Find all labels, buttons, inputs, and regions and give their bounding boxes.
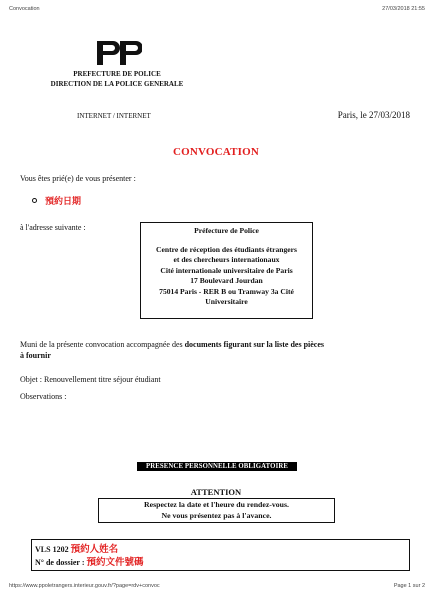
address-org: Préfecture de Police	[194, 226, 259, 235]
attention-line: Respectez la date et l'heure du rendez-vous.	[143, 500, 289, 509]
print-header-datetime: 27/03/2018 21:55	[382, 6, 425, 12]
observations-label: Observations :	[20, 392, 67, 401]
documents-instruction-text: Muni de la présente convocation accompagnée des	[20, 340, 185, 349]
address-box	[140, 222, 313, 319]
direction-name: DIRECTION DE LA POLICE GENERALE	[50, 80, 184, 88]
address-line: 75014 Paris - RER B ou Tramway 3a Cité	[159, 286, 294, 296]
address-line: Universitaire	[205, 297, 248, 306]
print-footer-page: Page 1 sur 2	[393, 583, 425, 589]
prefecture-heading	[42, 69, 192, 89]
attention-title: ATTENTION	[190, 487, 242, 497]
print-header-title: Convocation	[9, 6, 40, 12]
appointment-date: 預約日期	[45, 197, 82, 207]
appointment-date-row	[32, 194, 81, 207]
attention-box	[98, 498, 335, 523]
vls-label: VLS 1202	[35, 545, 69, 554]
attention-line: Ne vous présentez pas à l'avance.	[161, 510, 272, 520]
dossier-box	[31, 539, 410, 571]
documents-list-reference: documents figurant sur la liste des pièces à fournir	[20, 340, 325, 360]
address-line: et des chercheurs internationaux	[173, 255, 280, 264]
place-date: Paris, le 27/03/2018	[337, 110, 410, 120]
invite-text: Vous êtes prié(e) de vous présenter :	[20, 174, 136, 183]
prefecture-logo	[96, 40, 142, 66]
service-label: INTERNET / INTERNET	[77, 112, 151, 120]
applicant-name: 預約人姓名	[70, 544, 119, 555]
dossier-label: N° de dossier :	[35, 558, 85, 567]
presence-obligatoire-banner: PRESENCE PERSONNELLE OBLIGATOIRE	[137, 462, 297, 471]
bullet-circle-icon	[32, 198, 37, 203]
prefecture-name: PREFECTURE DE POLICE	[73, 70, 161, 78]
subject-line: Objet : Renouvellement titre séjour étudiant	[20, 375, 161, 384]
dossier-number: 預約文件號碼	[86, 557, 144, 568]
dossier-row	[35, 556, 409, 569]
print-footer-url: https://www.ppoletrangers.interieur.gouv.fr/?page=rdv+convoc	[9, 583, 160, 589]
document-title: CONVOCATION	[172, 146, 260, 158]
address-line: 17 Boulevard Jourdan	[190, 276, 263, 285]
vls-row	[35, 543, 409, 556]
address-label: à l'adresse suivante :	[20, 223, 86, 232]
address-line: Cité internationale universitaire de Paris	[160, 265, 293, 275]
documents-instruction	[20, 339, 325, 361]
address-line: Centre de réception des étudiants étrangers	[156, 244, 297, 254]
